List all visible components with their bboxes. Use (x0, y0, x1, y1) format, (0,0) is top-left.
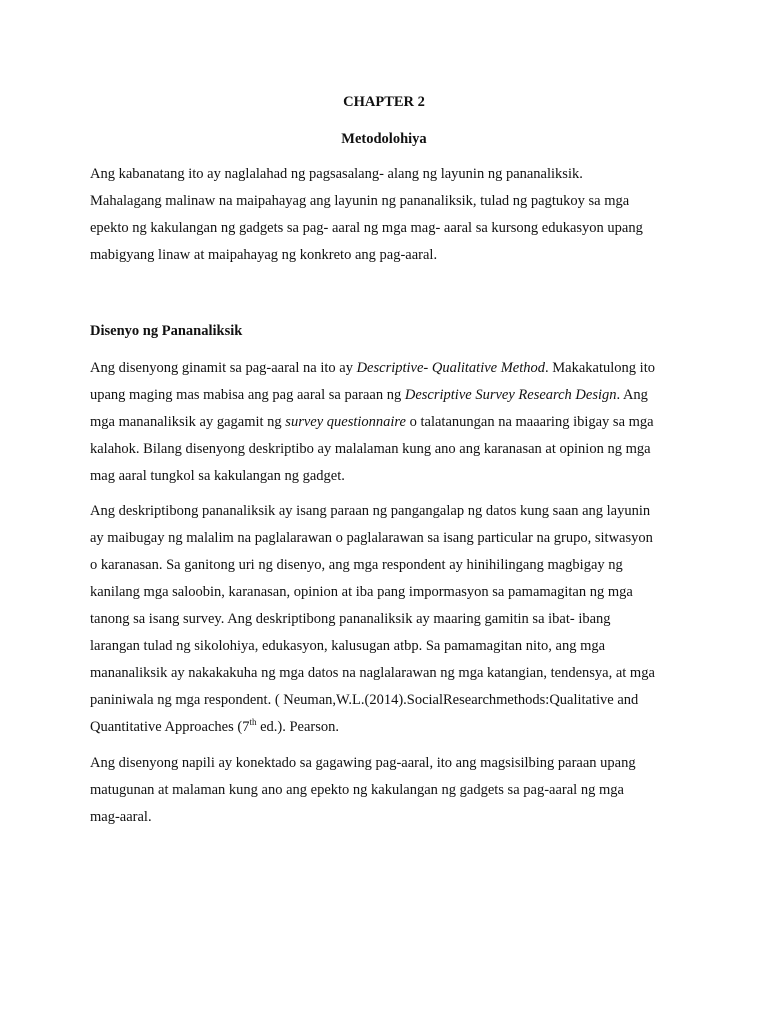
paragraph-line: kalahok. Bilang disenyong deskriptibo ay malalaman kung ano ang karanasan at opinion ng mga (90, 441, 651, 457)
text-run: . Makakatulong ito (545, 360, 655, 376)
paragraph-line: mag-aaral. (90, 809, 152, 825)
chosen-design-paragraph (90, 750, 686, 831)
text-run: Quantitative Approaches (7 (90, 719, 250, 735)
citation-line (90, 714, 686, 741)
paragraph-line: larangan tulad ng sikolohiya, edukasyon, kalusugan atbp. Sa pamamagitan nito, ang mga (90, 638, 606, 654)
intro-line: Mahalagang malinaw na maipahayag ang layunin ng pananaliksik, tulad ng pagtukoy sa mga (90, 193, 630, 209)
superscript: th (249, 717, 257, 728)
section-heading: Disenyo ng Pananaliksik (90, 323, 243, 339)
italic-term: Descriptive- Qualitative Method (356, 360, 546, 376)
intro-line: epekto ng kakulangan ng gadgets sa pag- aaral ng mga mag- aaral sa kursong edukasyon upang (90, 220, 643, 236)
text-run: . Ang (616, 387, 648, 403)
paragraph-line: ay maibugay ng malalim na paglalarawan o paglalarawan sa isang particular na grupo, sitwasyon (90, 530, 653, 546)
paragraph-line: matugunan at malaman kung ano ang epekto ng kakulangan ng gadgets sa pag-aaral ng mga (90, 782, 624, 798)
paragraph-line: mag aaral tungkol sa kakulangan ng gadget. (90, 468, 345, 484)
paragraph-line (90, 409, 686, 436)
text-run: o talatanungan na maaaring ibigay sa mga (405, 414, 654, 430)
chapter-heading: CHAPTER 2 (343, 94, 425, 110)
text-run: upang maging mas mabisa ang pag aaral sa paraan ng (90, 387, 405, 403)
paragraph-line: kanilang mga saloobin, karanasan, opinion at iba pang impormasyon sa pamamagitan ng mga (90, 584, 633, 600)
text-run: Ang disenyong ginamit sa pag-aaral na ito ay (90, 360, 357, 376)
design-paragraph (90, 355, 686, 490)
text-run: mga mananaliksik ay gagamit ng (90, 414, 286, 430)
text-run: ed.). Pearson. (256, 719, 340, 735)
paragraph-line (90, 355, 686, 382)
paragraph-line: tanong sa isang survey. Ang deskriptibong pananaliksik ay maaring gamitin sa ibat- ibang (90, 611, 611, 627)
paragraph-line: o karanasan. Sa ganitong uri ng disenyo, ang mga respondent ay hinihilingang magbigay ng (90, 557, 623, 573)
italic-term: survey questionnaire (285, 414, 406, 430)
intro-line: Ang kabanatang ito ay naglalahad ng pagsasalang- alang ng layunin ng pananaliksik. (90, 166, 583, 182)
paragraph-line (90, 382, 686, 409)
paragraph-line: Ang deskriptibong pananaliksik ay isang paraan ng pangangalap ng datos kung saan ang layunin (90, 503, 651, 519)
intro-line: mabigyang linaw at maipahayag ng konkreto ang pag-aaral. (90, 247, 438, 263)
paragraph-line: mananaliksik ay nakakakuha ng mga datos na naglalarawan ng mga katangian, tendensya, at mga (90, 665, 655, 681)
paragraph-line: Ang disenyong napili ay konektado sa gagawing pag-aaral, ito ang magsisilbing paraan upang (90, 755, 636, 771)
italic-term: Descriptive Survey Research Design (404, 387, 617, 403)
paragraph-line: paniniwala ng mga respondent. ( Neuman,W.L.(2014).SocialResearchmethods:Qualitative and (90, 692, 639, 708)
chapter-title: Metodolohiya (341, 131, 427, 147)
intro-paragraph (90, 161, 686, 269)
descriptive-research-paragraph (90, 498, 686, 741)
